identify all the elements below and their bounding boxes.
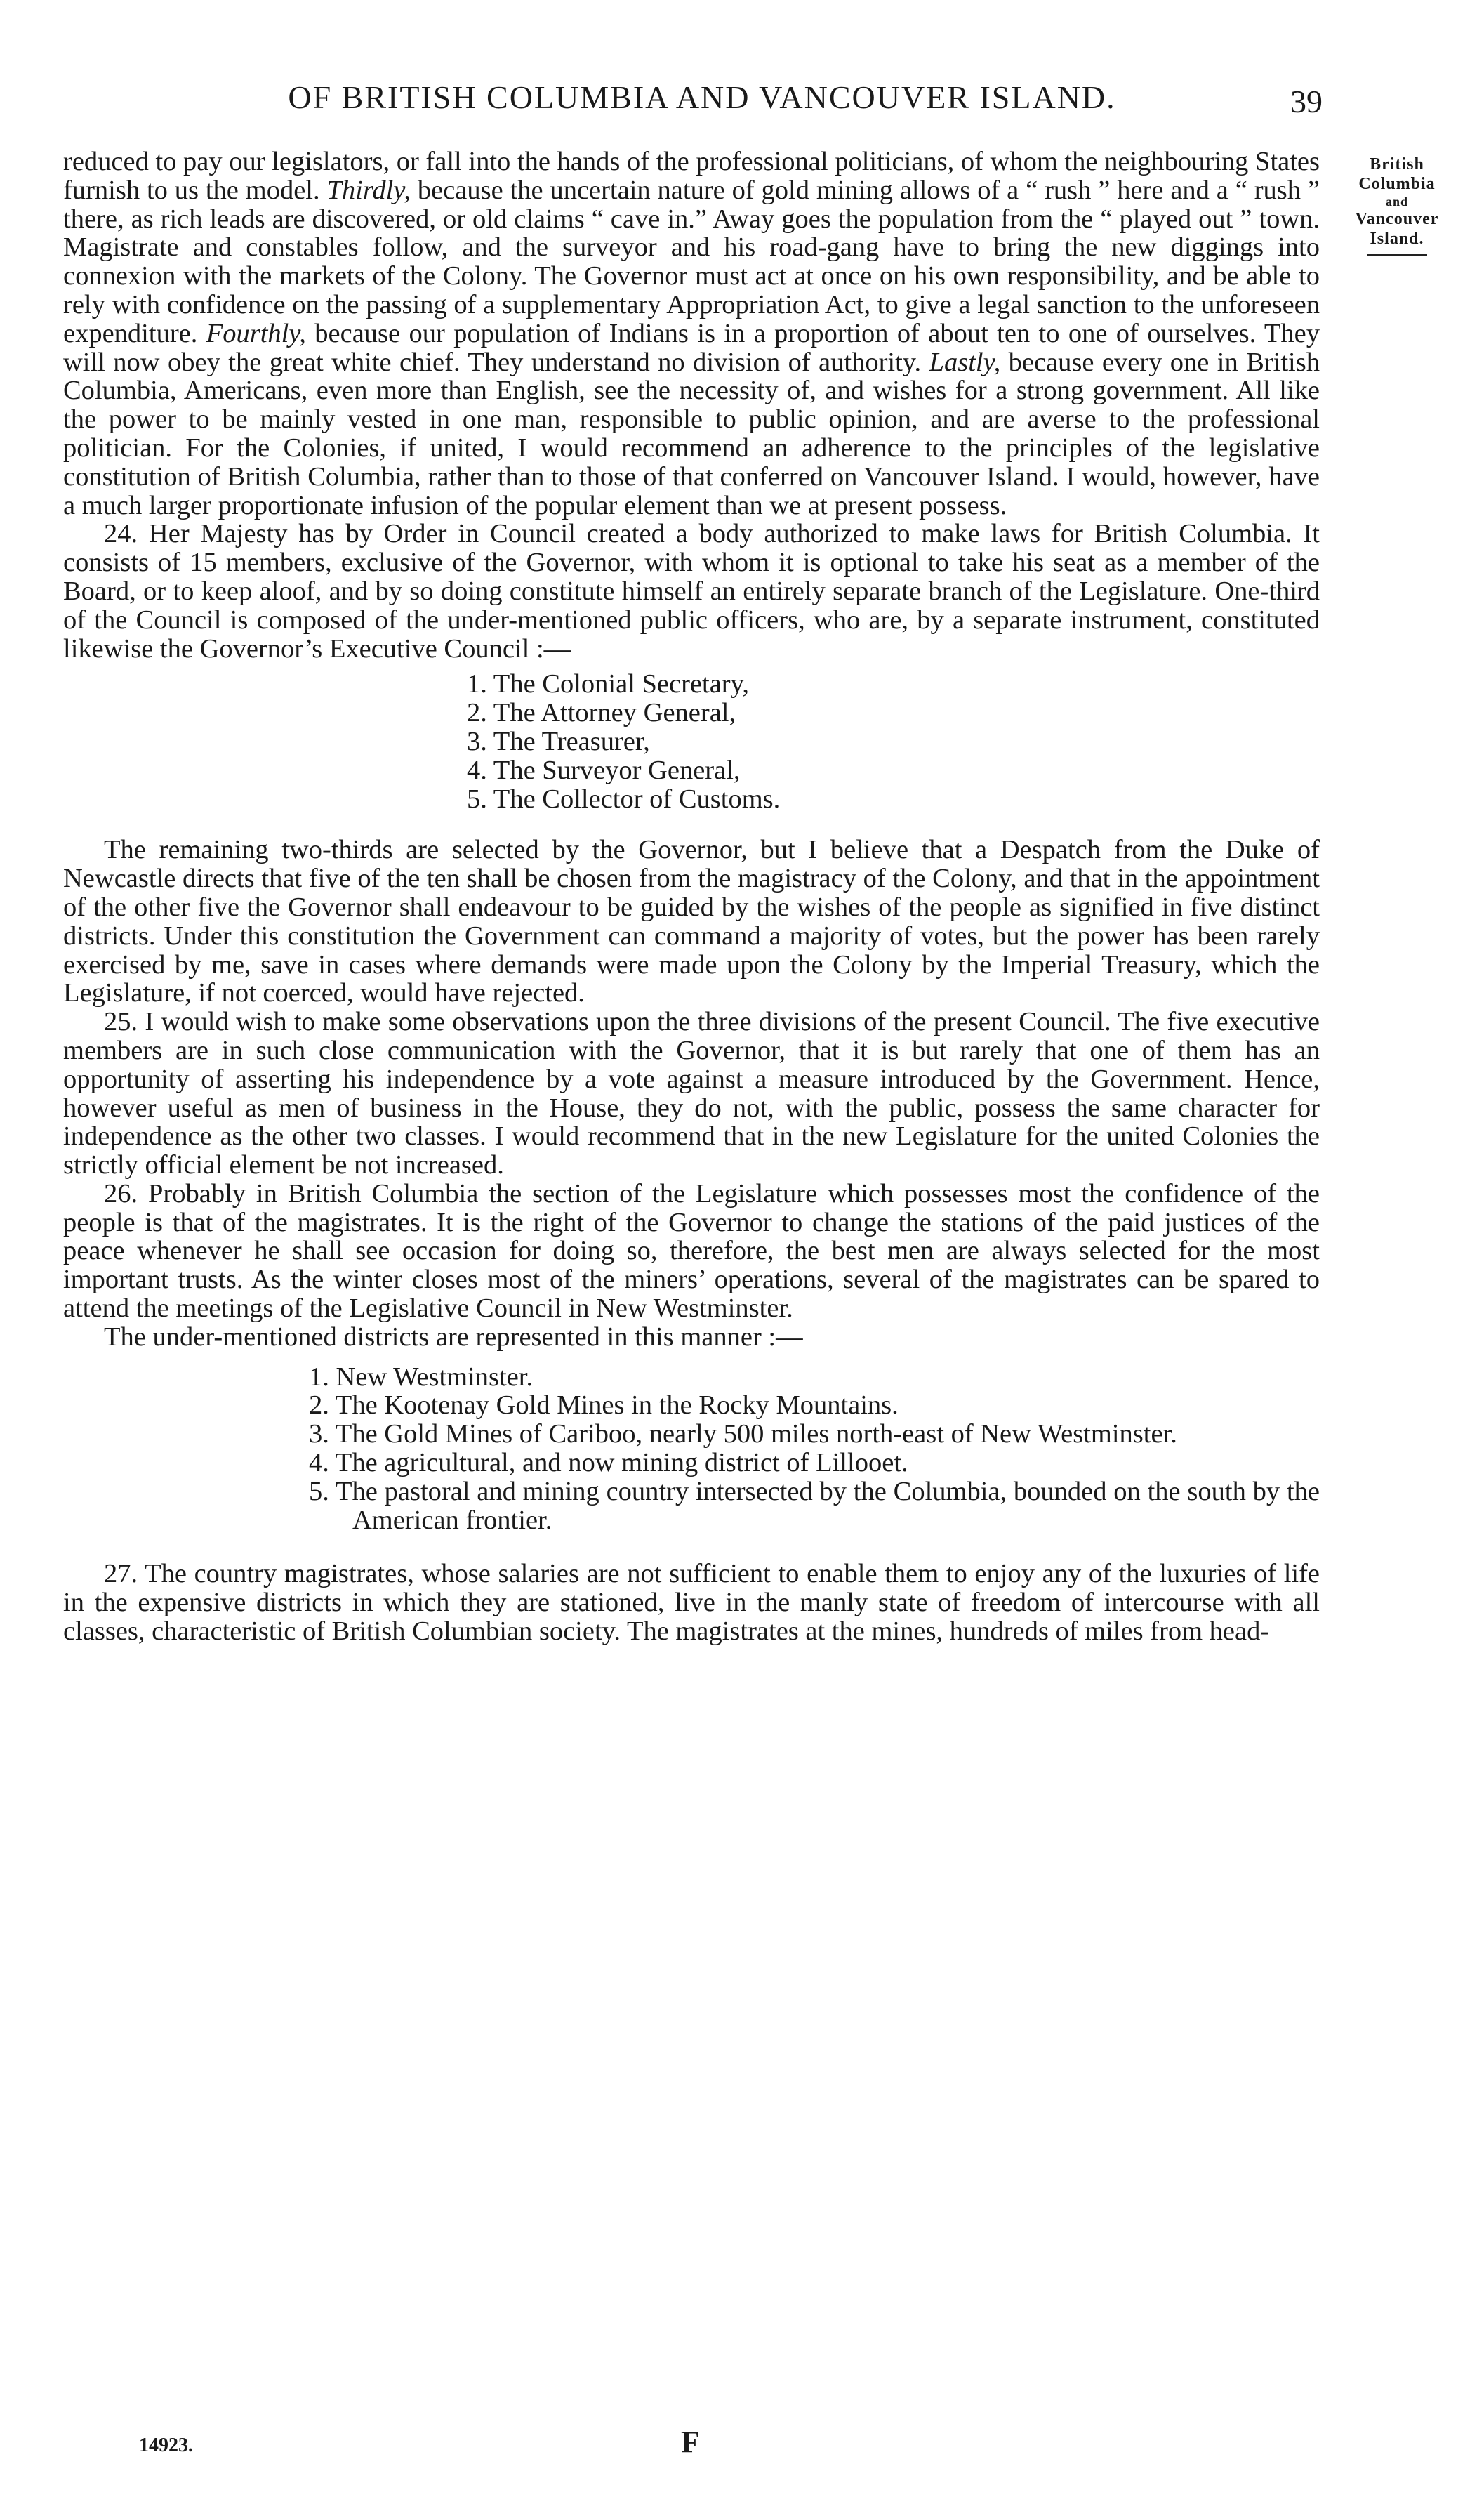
districts-list: [63, 1363, 1320, 1535]
margin-note-line: Island.: [1370, 230, 1424, 248]
margin-note-line: Vancouver: [1355, 210, 1439, 228]
list-item: 3. The Gold Mines of Cariboo, nearly 500 miles north-east of New Westminster.: [309, 1419, 1177, 1449]
running-head: OF BRITISH COLUMBIA AND VANCOUVER ISLAND.: [288, 79, 1116, 115]
paragraph-25: 25. I would wish to make some observations upon the three divisions of the present Council. The five executive members are in such close communication with the Governor, that it is but rarely that one of them has an opportunity of asserting his independence by a vote against a measure introduced by the Government. Hence, however useful as men of business in the House, they do not, with the public, possess the same character for independence as the other two classes. I would recommend that in the new Legislature for the united Colonies the strictly official element be not increased.: [63, 1007, 1320, 1180]
paragraph-districts-intro: The under-mentioned districts are represented in this manner :—: [104, 1322, 803, 1352]
text-run: reduced to pay our legislators, or fall into the hands of the professional politicians, of whom the neighbouring States furnish to us the model.: [63, 147, 1320, 205]
paragraph-continuation: [63, 147, 1320, 520]
text-run: because every one in British Columbia, Americans, even more than English, see the necessity of, and wishes for a strong government. All like the power to be mainly vested in one man, responsible to public opinion, and are averse to the professional politician. For the Colonies, if united, I would recommend an adherence to the principles of the legislative constitution of British Columbia, rather than to those of that conferred on Vancouver Island. I would, however, have a much larger proportionate infusion of the popular element than we at present possess.: [63, 347, 1320, 520]
paragraph-24: 24. Her Majesty has by Order in Council created a body authorized to make laws for British Columbia. It consists of 15 members, exclusive of the Governor, with whom it is optional to take his seat as a member of the Board, or to keep aloof, and by so doing constitute himself an entirely separate branch of the Legislature. One-third of the Council is composed of the under-mentioned public officers, who are, by a separate instrument, constituted likewise the Governor’s Executive Council :—: [63, 519, 1320, 664]
page-number: 39: [1290, 84, 1323, 119]
emphasis-lastly: Lastly,: [929, 347, 1001, 377]
list-item: 3. The Treasurer,: [467, 726, 650, 756]
list-item: 5. The Collector of Customs.: [467, 784, 781, 814]
executive-council-list: [63, 670, 1320, 813]
signature-letter: F: [681, 2425, 700, 2459]
list-item: 5. The pastoral and mining country intersected by the Columbia, bounded on the south by the American frontier.: [309, 1476, 1320, 1535]
text-run: because the uncertain nature of gold mining allows of a “ rush ” here and a “ rush ” there, as rich leads are discovered, or old claims “ cave in.” Away goes the population from the “ played out ” town. Magistrate and constables follow, and the surveyor and his road-gang have to bring the new diggings into connexion with the markets of the Colony. The Governor must act at once on his own responsibility, and be able to rely with confidence on the passing of a supplementary Appropriation Act, to give a legal sanction to the unforeseen expenditure.: [63, 175, 1320, 348]
list-item: 1. New Westminster.: [309, 1362, 534, 1392]
emphasis-thirdly: Thirdly,: [326, 175, 411, 205]
list-item: 2. The Attorney General,: [467, 698, 736, 728]
body-text: [63, 147, 1320, 1646]
paragraph-26: 26. Probably in British Columbia the section of the Legislature which possesses most the confidence of the people is that of the magistrates. It is the right of the Governor to change the stations of the paid justices of the peace whenever he shall see occasion for doing so, therefore, the best men are always selected for the most important trusts. As the winter closes most of the miners’ operations, several of the magistrates can be spared to attend the meetings of the Legislative Council in New Westminster.: [63, 1178, 1320, 1324]
margin-note-line: and: [1385, 195, 1409, 209]
margin-note: [1334, 154, 1460, 256]
text-run: because our population of Indians is in a proportion of about ten to one of ourselves. They will now obey the great white chief. They understand no division of authority.: [63, 318, 1320, 377]
paragraph-27: 27. The country magistrates, whose salaries are not sufficient to enable them to enjoy any of the luxuries of life in the expensive districts in which they are stationed, live in the manly state of freedom of intercourse with all classes, characteristic of British Columbian society. The magistrates at the mines, hundreds of miles from head-: [63, 1559, 1320, 1647]
margin-note-line: Columbia: [1358, 175, 1436, 193]
emphasis-fourthly: Fourthly,: [206, 318, 306, 348]
list-item: 4. The Surveyor General,: [467, 755, 741, 785]
list-item: 2. The Kootenay Gold Mines in the Rocky Mountains.: [309, 1390, 899, 1421]
list-item: 4. The agricultural, and now mining district of Lillooet.: [309, 1448, 908, 1478]
paragraph-remaining: The remaining two-thirds are selected by the Governor, but I believe that a Despatch from the Duke of Newcastle directs that five of the ten shall be chosen from the magistracy of the Colony, and that in the appointment of the other five the Governor shall endeavour to be guided by the wishes of the people as signified in five distinct districts. Under this constitution the Government can command a majority of votes, but the power has been rarely exercised by me, save in cases where demands were made upon the Colony by the Imperial Treasury, which the Legislature, if not coerced, would have rejected.: [63, 835, 1320, 1008]
signature-number: 14923.: [139, 2435, 193, 2456]
margin-note-line: British: [1370, 155, 1424, 173]
list-item: 1. The Colonial Secretary,: [467, 669, 749, 699]
margin-note-rule: [1367, 254, 1427, 256]
